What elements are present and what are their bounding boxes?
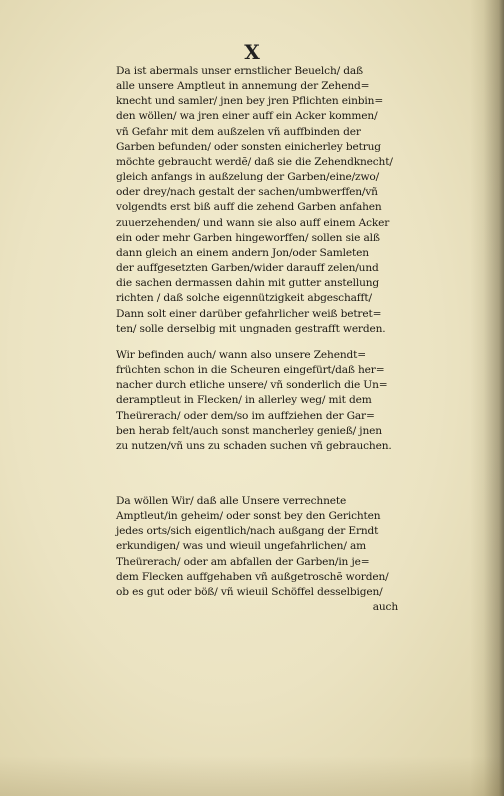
text-line: vñ Gefahr mit dem außzelen vñ auffbinden der bbox=[116, 125, 361, 138]
text-line: ben herab felt/auch sonst mancherley genieß/ jnen bbox=[116, 424, 382, 437]
text-line: die sachen dermassen dahin mit gutter anstellung bbox=[116, 277, 380, 290]
text-line: den wöllen/ wa jren einer auff ein Acker kommen/ bbox=[116, 110, 378, 123]
text-line: der auffgesetzten Garben/wider darauff zelen/und bbox=[116, 262, 379, 275]
text-line: Theürerach/ oder dem/so im auffziehen der Gar= bbox=[116, 409, 375, 422]
text-line: Amptleut/in geheim/ oder sonst bey den Gerichten bbox=[116, 510, 381, 523]
text-line: jedes orts/sich eigentlich/nach außgang der Erndt bbox=[116, 525, 379, 538]
text-line: ten/ solle derselbig mit ungnaden gestrafft werden. bbox=[116, 322, 386, 335]
text-line: gleich anfangs in außzelung der Garben/eine/zwo/ bbox=[116, 171, 380, 184]
text-line: ein oder mehr Garben hingeworffen/ sollen sie alß bbox=[116, 231, 380, 244]
text-line: Theürerach/ oder am abfallen der Garben/in je= bbox=[116, 555, 370, 568]
text-line: dem Flecken auffgehaben vñ außgetroschẽ worden/ bbox=[116, 570, 389, 583]
text-line: möchte gebraucht werdẽ/ daß sie die Zehendknecht/ bbox=[116, 155, 393, 168]
text-line: deramptleut in Flecken/ in allerley weg/ mit dem bbox=[116, 394, 372, 407]
page-bottom-shadow bbox=[0, 756, 504, 796]
text-line: nacher durch etliche unsere/ vñ sonderlich die Un= bbox=[116, 379, 388, 392]
text-line: oder drey/nach gestalt der sachen/umbwerffen/vñ bbox=[116, 186, 378, 199]
text-line: dann gleich an einem andern Jon/oder Samleten bbox=[116, 246, 369, 259]
text-line: Da ist abermals unser ernstlicher Beuelch/ daß bbox=[116, 65, 363, 77]
text-line: Dann solt einer darüber gefahrlicher weiß betret= bbox=[116, 307, 382, 320]
text-line: Da wöllen Wir/ daß alle Unsere verrechnete bbox=[116, 495, 347, 507]
text-line: ob es gut oder böß/ vñ wieuil Schöffel desselbigen/ bbox=[116, 585, 383, 598]
page-edge-shadow bbox=[470, 0, 504, 796]
text-line: zuuerzehenden/ und wann sie also auff einem Acker bbox=[116, 216, 390, 229]
folio-number: X bbox=[244, 40, 260, 64]
text-line: früchten schon in die Scheuren eingefürt/daß her= bbox=[116, 364, 385, 377]
text-line: Garben befunden/ oder sonsten einicherley betrug bbox=[116, 140, 381, 153]
text-line: zu nutzen/vñ uns zu schaden suchen vñ gebrauchen. bbox=[116, 439, 392, 452]
paragraph-3 bbox=[116, 494, 398, 615]
text-line: Wir befinden auch/ wann also unsere Zehendt= bbox=[116, 349, 366, 361]
text-line: alle unsere Amptleut in annemung der Zehend= bbox=[116, 80, 370, 93]
text-line: richten / daß solche eigennützigkeit abgeschafft/ bbox=[116, 292, 372, 305]
paragraph-2 bbox=[116, 348, 398, 454]
paragraph-1 bbox=[116, 64, 398, 337]
text-line: volgendts erst biß auff die zehend Garben anfahen bbox=[116, 201, 382, 214]
catchword: auch bbox=[372, 601, 398, 614]
text-line: erkundigen/ was und wieuil ungefahrlichen/ am bbox=[116, 540, 367, 553]
text-line: knecht und samler/ jnen bey jren Pflichten einbin= bbox=[116, 95, 384, 108]
